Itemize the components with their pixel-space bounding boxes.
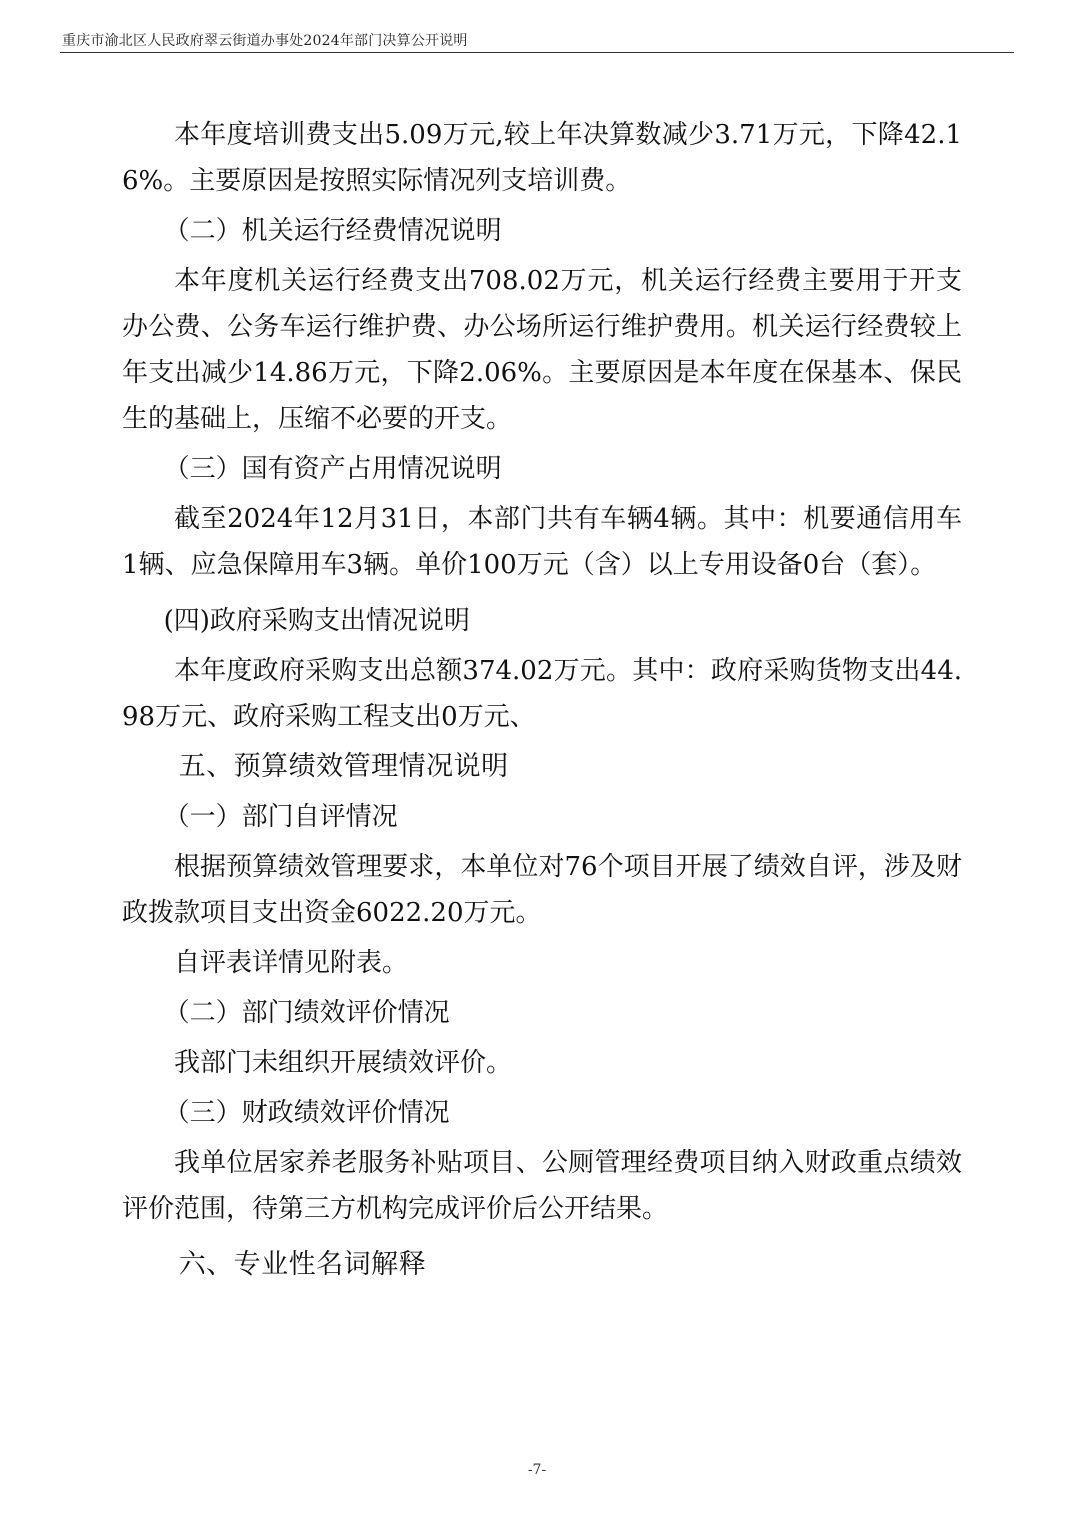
heading-terminology: 六、专业性名词解释 (178, 1249, 427, 1280)
subheading-finance-evaluation: （三）财政绩效评价情况 (163, 1098, 450, 1128)
paragraph-department-evaluation: 我部门未组织开展绩效评价。 (174, 1048, 513, 1078)
header-divider (60, 52, 1014, 53)
subheading-government-procurement: (四)政府采购支出情况说明 (163, 606, 470, 636)
paragraph-government-procurement: 本年度政府采购支出总额374.02万元。其中：政府采购货物支出44.98万元、政府采购工程支出0万元、 (122, 656, 962, 732)
paragraph-self-evaluation: 根据预算绩效管理要求，本单位对76个项目开展了绩效自评，涉及财政拨款项目支出资金6022.20万元。 (122, 852, 962, 928)
document-body (122, 112, 962, 1288)
subheading-operating-expenses: （二）机关运行经费情况说明 (163, 216, 502, 246)
subheading-department-evaluation: （二）部门绩效评价情况 (163, 998, 450, 1028)
paragraph-self-evaluation-attachment: 自评表详情见附表。 (174, 948, 409, 978)
paragraph-finance-evaluation: 我单位居家养老服务补贴项目、公厕管理经费项目纳入财政重点绩效评价范围，待第三方机构完成评价后公开结果。 (122, 1148, 962, 1224)
subheading-state-assets: （三）国有资产占用情况说明 (163, 454, 502, 484)
paragraph-operating-expenses: 本年度机关运行经费支出708.02万元，机关运行经费主要用于开支办公费、公务车运行维护费、办公场所运行维护费用。机关运行经费较上年支出减少14.86万元，下降2.06%。主要原因是本年度在保基本、保民生的基础上，压缩不必要的开支。 (122, 266, 962, 434)
document-header: 重庆市渝北区人民政府翠云街道办事处2024年部门决算公开说明 (62, 33, 468, 49)
heading-performance-management: 五、预算绩效管理情况说明 (178, 751, 509, 782)
subheading-self-evaluation: （一）部门自评情况 (163, 802, 398, 832)
paragraph-training-fee: 本年度培训费支出5.09万元,较上年决算数减少3.71万元，下降42.16%。主要原因是按照实际情况列支培训费。 (122, 120, 962, 196)
page-number: -7- (527, 1462, 547, 1478)
paragraph-state-assets: 截至2024年12月31日，本部门共有车辆4辆。其中：机要通信用车1辆、应急保障用车3辆。单价100万元（含）以上专用设备0台（套）。 (122, 504, 962, 580)
